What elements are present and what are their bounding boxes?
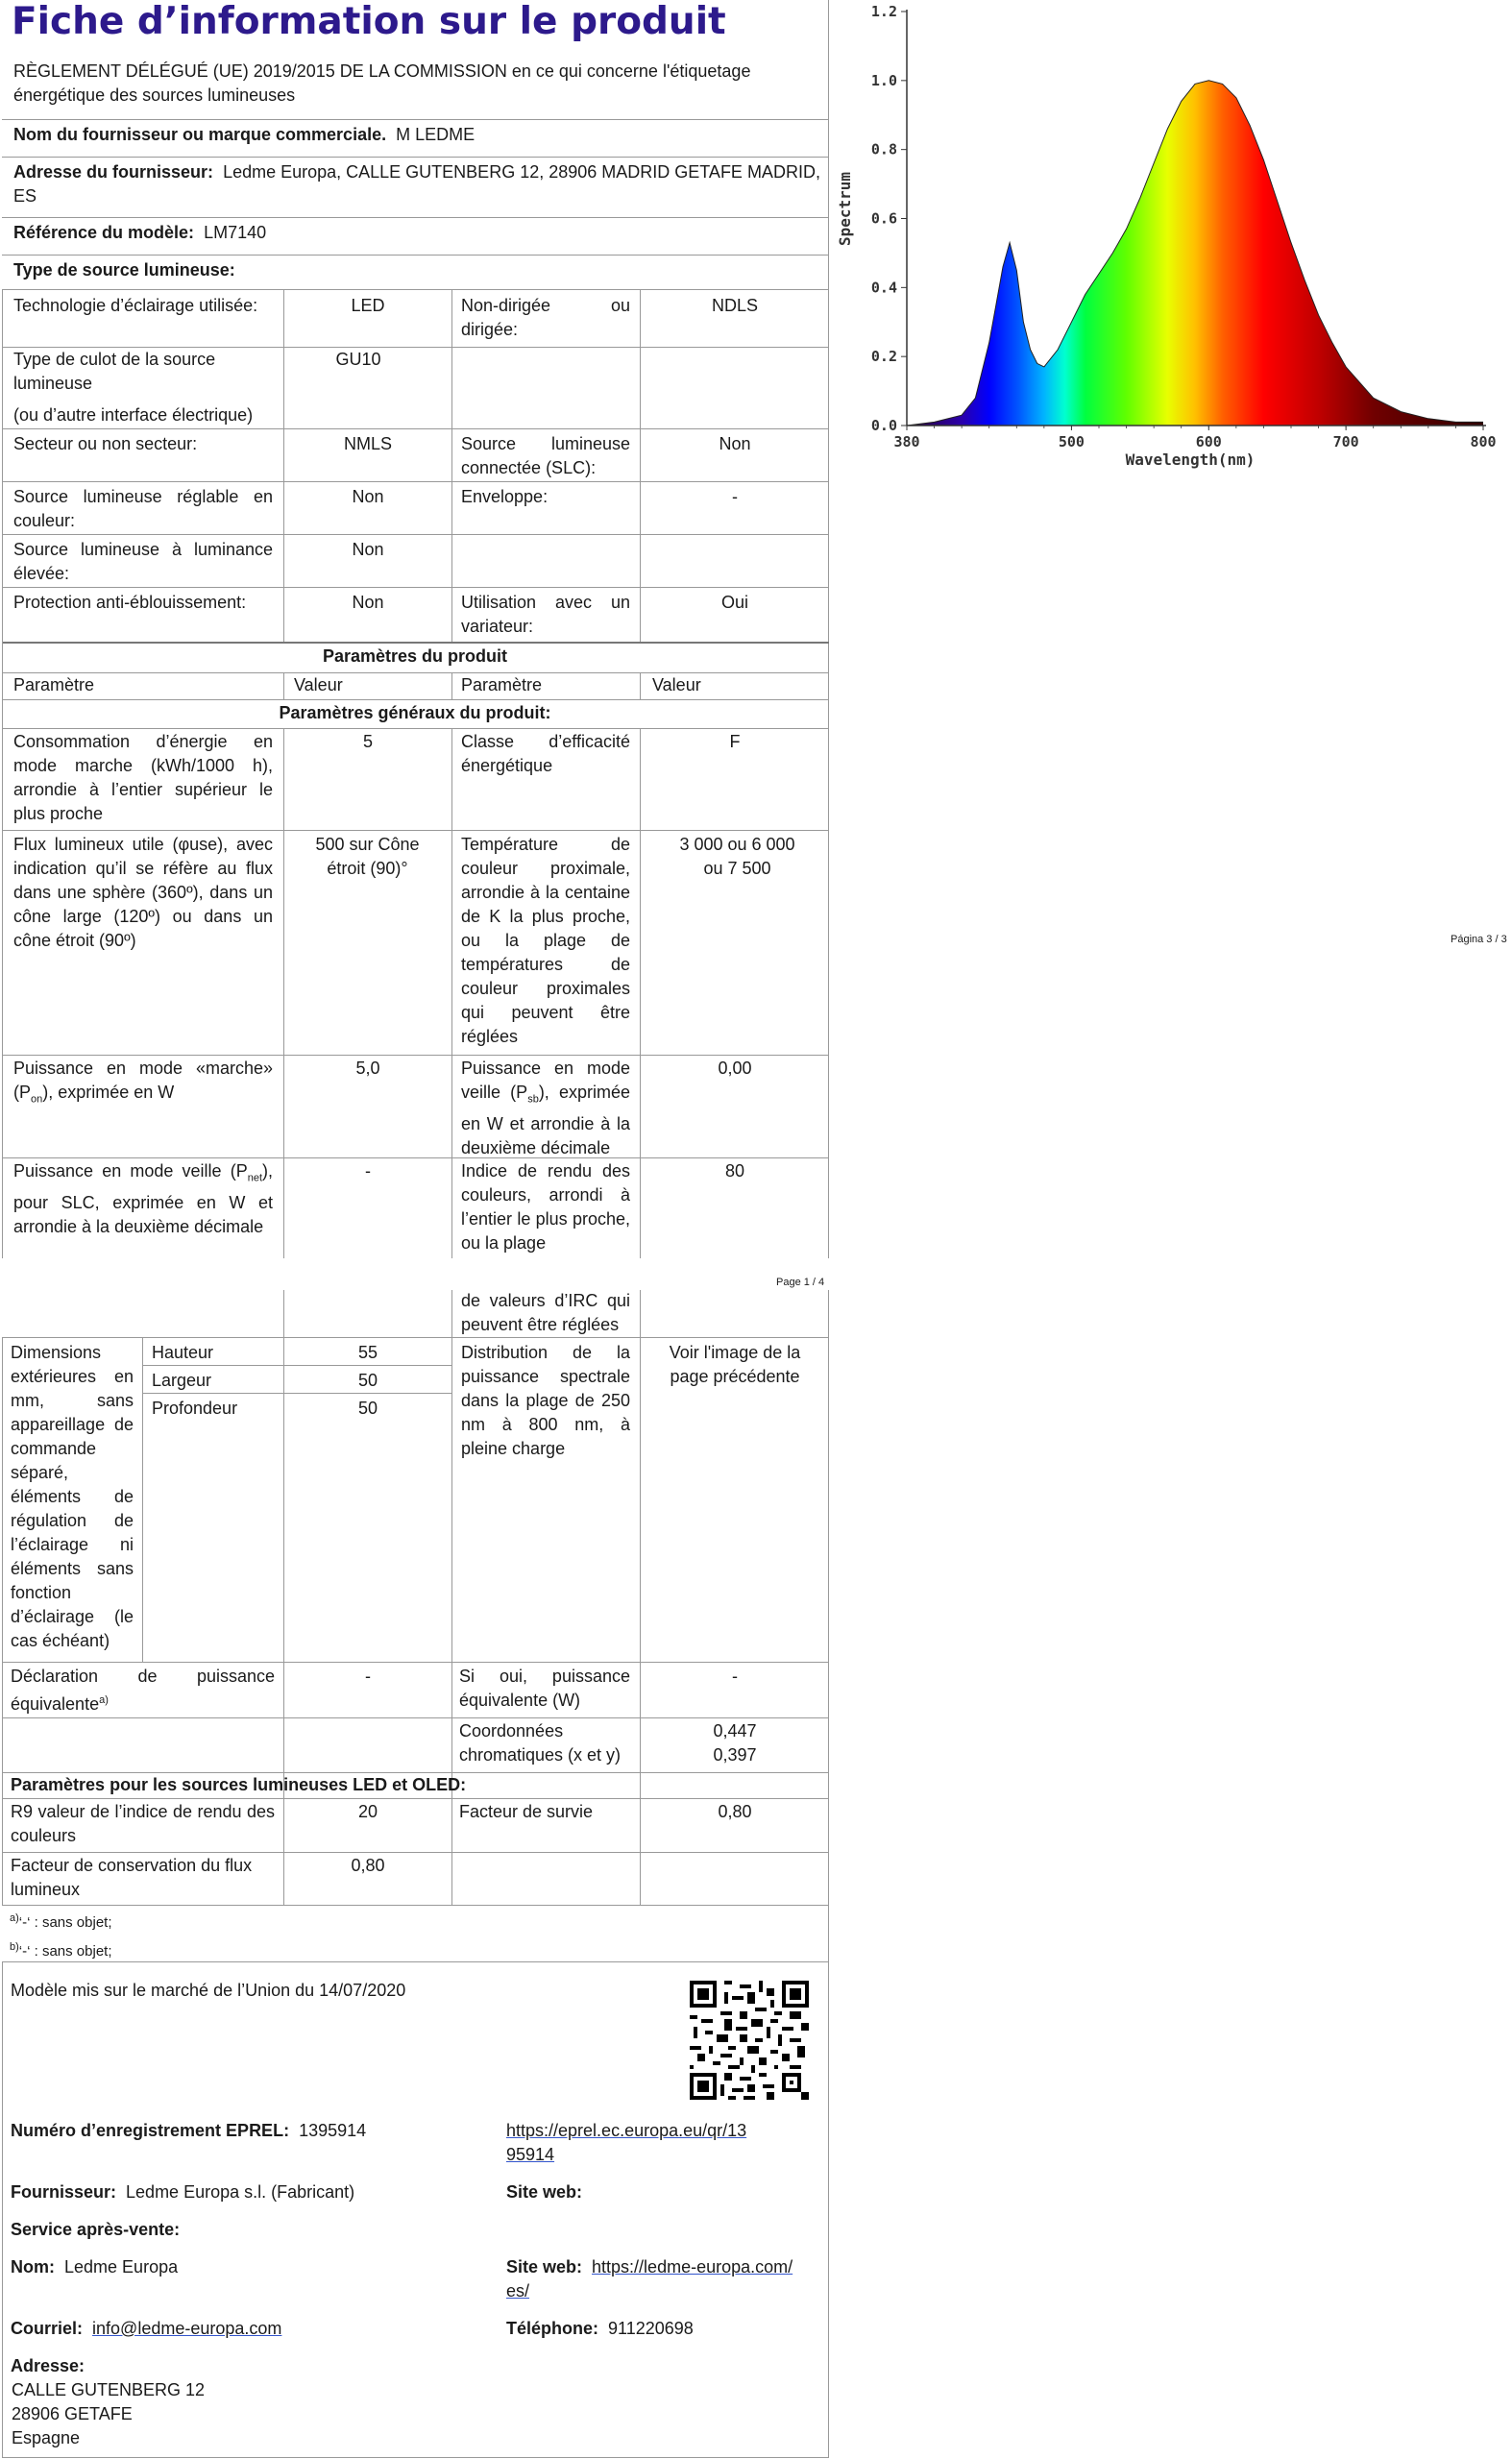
footnote-b: $^{b)}$‘-‘ : sans objet; <box>10 1941 112 1960</box>
envelope-value: - <box>732 487 738 506</box>
chroma-x: 0,447 <box>713 1721 757 1741</box>
cct-label: Température de couleur proximale, arrondie à la centaine de K la plus proche, ou la plage de températures de couleur proximales qui peuvent être réglées <box>461 835 630 1046</box>
cap-value: GU10 <box>335 350 381 369</box>
page1-footer: Page 1 / 4 <box>776 1277 825 1288</box>
qr-code <box>690 1981 809 2100</box>
service-address-line-3: Espagne <box>12 2428 81 2447</box>
dimensions-label: Dimensions extérieures en mm, sans appareillage de commande séparé, éléments de régulation de l’éclairage ni éléments sans fonction d’éclairage (le cas échéant) <box>11 1343 134 1650</box>
flux-label: Flux lumineux utile (φuse), avec indication qu’il se réfère au flux dans une sphère (360º), dans un cône large (120º) ou dans un cône étroit (90º) <box>13 835 273 950</box>
led-heading: Paramètres pour les sources lumineuses LED et OLED: <box>11 1775 467 1794</box>
footnote-a: $^{a)}$‘-‘ : sans objet; <box>10 1912 112 1931</box>
service-phone: Téléphone: 911220698 <box>506 2319 694 2338</box>
model-row: Référence du modèle: LM7140 <box>13 223 267 242</box>
pon-value: 5,0 <box>355 1059 380 1078</box>
x-tick-label: 700 <box>1332 433 1359 450</box>
cri-label-bottom: de valeurs d’IRC qui peuvent être réglées <box>461 1291 630 1334</box>
service-website[interactable]: Site web: https://ledme-europa.com/ es/ <box>506 2257 793 2301</box>
chroma-y: 0,397 <box>713 1745 757 1765</box>
equiv-power-value: - <box>732 1667 738 1686</box>
height-label: Hauteur <box>152 1343 214 1362</box>
energy-value: 5 <box>362 732 373 751</box>
col-value-1: Valeur <box>294 675 343 694</box>
after-sales-heading: Service après-vente: <box>11 2220 181 2239</box>
cri-label-top: Indice de rendu des couleurs, arrondi à l’entier le plus proche, ou la plage <box>461 1161 630 1253</box>
eprel-website-label: Site web: <box>506 2182 583 2202</box>
spectral-label: Distribution de la puissance spectrale dans la plage de 250 nm à 800 nm, à pleine charge <box>461 1343 630 1458</box>
mains-value: NMLS <box>343 434 392 453</box>
envelope-label: Enveloppe: <box>461 487 549 506</box>
general-params-heading: Paramètres généraux du produit: <box>279 703 551 722</box>
survival-label: Facteur de survie <box>459 1802 594 1821</box>
slc-label: Source lumineuse connectée (SLC): <box>461 434 630 477</box>
supplier-row: Nom du fournisseur ou marque commerciale. M LEDME <box>13 125 476 144</box>
eprel-supplier: Fournisseur: Ledme Europa s.l. (Fabricant) <box>11 2182 355 2202</box>
spectrum-area <box>907 12 1483 426</box>
y-tick-label: 1.0 <box>870 71 897 89</box>
cct-value: 3 000 ou 6 000 ou 7 500 <box>679 835 795 878</box>
class-label: Classe d’efficacité énergétique <box>461 732 630 775</box>
col-value-2: Valeur <box>652 675 701 694</box>
tunable-label: Source lumineuse réglable en couleur: <box>13 487 273 530</box>
directional-value: NDLS <box>711 296 758 315</box>
glare-value: Non <box>352 593 384 612</box>
equiv-power-label: Si oui, puissance équivalente (W) <box>459 1667 630 1710</box>
slc-value: Non <box>719 434 751 453</box>
col-param-1: Paramètre <box>13 675 95 694</box>
high-lum-value: Non <box>352 540 384 559</box>
y-tick-label: 0.4 <box>870 279 897 297</box>
y-tick-label: 0.6 <box>870 209 897 228</box>
pnet-label: Puissance en mode veille $(P_{net})$, pour SLC, exprimée en W et arrondie à la deuxième décimale <box>13 1161 273 1236</box>
eprel-number: Numéro d’enregistrement EPREL: 1395914 <box>11 2121 367 2140</box>
glare-label: Protection anti-éblouissement: <box>13 593 247 612</box>
x-tick-label: 500 <box>1058 433 1085 450</box>
side-page-number: Página 3 / 3 <box>1451 934 1507 945</box>
depth-value: 50 <box>357 1399 378 1418</box>
tech-label: Technologie d’éclairage utilisée: <box>13 296 258 315</box>
maintenance-value: 0,80 <box>351 1856 385 1875</box>
r9-value: 20 <box>357 1802 378 1821</box>
regulation-text: RÈGLEMENT DÉLÉGUÉ (UE) 2019/2015 DE LA COMMISSION en ce qui concerne l'étiquetage énergétique des sources lumineuses <box>13 61 751 105</box>
dimmer-label: Utilisation avec un variateur: <box>461 593 630 636</box>
page-title: Fiche d’information sur le produit <box>12 0 726 43</box>
eprel-url[interactable]: https://eprel.ec.europa.eu/qr/13 95914 <box>506 2121 747 2164</box>
equiv-value: - <box>365 1667 371 1686</box>
service-address-line-1: CALLE GUTENBERG 12 <box>12 2380 206 2399</box>
chroma-label: Coordonnées chromatiques (x et y) <box>459 1721 622 1765</box>
x-tick-label: 800 <box>1470 433 1497 450</box>
pnet-value: - <box>365 1161 371 1181</box>
equiv-label: Déclaration de puissance équivalente$^{a)}$ <box>11 1667 275 1714</box>
r9-label: R9 valeur de l’indice de rendu des couleurs <box>11 1802 275 1845</box>
psb-label: Puissance en mode veille $(P_{sb})$, exprimée en W et arrondie à la deuxième décimale <box>461 1059 630 1157</box>
x-tick-label: 600 <box>1195 433 1222 450</box>
tunable-value: Non <box>352 487 384 506</box>
col-param-2: Paramètre <box>461 675 543 694</box>
high-lum-label: Source lumineuse à luminance élevée: <box>13 540 273 583</box>
service-address-line-2: 28906 GETAFE <box>12 2404 133 2423</box>
pon-label: Puissance en mode «marche» $(P_{on})$, exprimée en W <box>13 1059 273 1106</box>
product-params-heading: Paramètres du produit <box>322 646 508 666</box>
spectral-value: Voir l'image de la page précédente <box>669 1343 801 1386</box>
service-address-label: Adresse: <box>11 2356 85 2375</box>
y-axis-label: Spectrum <box>836 171 854 247</box>
y-tick-label: 0.0 <box>870 417 897 434</box>
energy-label: Consommation d’énergie en mode marche (kWh/1000 h), arrondie à l’entier supérieur le plus proche <box>13 732 273 823</box>
cap-label: Type de culot de la source lumineuse <box>13 350 216 393</box>
x-axis-label: Wavelength(nm) <box>1125 450 1256 469</box>
directional-label: Non-dirigée ou dirigée: <box>461 296 630 339</box>
tech-value: LED <box>351 296 385 315</box>
x-tick-label: 380 <box>893 433 920 450</box>
y-tick-label: 0.8 <box>870 140 897 158</box>
flux-value: 500 sur Cône étroit (90)° <box>315 835 420 878</box>
y-tick-label: 1.2 <box>870 3 897 20</box>
market-date: Modèle mis sur le marché de l’Union du 14/07/2020 <box>11 1981 406 2000</box>
y-tick-label: 0.2 <box>870 348 897 366</box>
maintenance-label: Facteur de conservation du flux lumineux <box>11 1856 253 1899</box>
cri-value: 80 <box>724 1161 745 1181</box>
width-label: Largeur <box>152 1371 212 1390</box>
survival-value: 0,80 <box>718 1802 752 1821</box>
cap-label-2: (ou d’autre interface électrique) <box>13 405 254 425</box>
width-value: 50 <box>357 1371 378 1390</box>
depth-label: Profondeur <box>152 1399 238 1418</box>
mains-label: Secteur ou non secteur: <box>13 434 198 453</box>
psb-value: 0,00 <box>718 1059 752 1078</box>
height-value: 55 <box>357 1343 378 1362</box>
class-value: F <box>729 732 741 751</box>
service-email[interactable]: Courriel: info@ledme-europa.com <box>11 2319 282 2338</box>
address-row: Adresse du fournisseur: Ledme Europa, CALLE GUTENBERG 12, 28906 MADRID GETAFE MADRID, ES <box>13 162 820 206</box>
service-name: Nom: Ledme Europa <box>11 2257 179 2276</box>
source-type-label: Type de source lumineuse: <box>13 260 235 280</box>
spectrum-chart <box>830 0 1512 480</box>
dimmer-value: Oui <box>720 593 748 612</box>
